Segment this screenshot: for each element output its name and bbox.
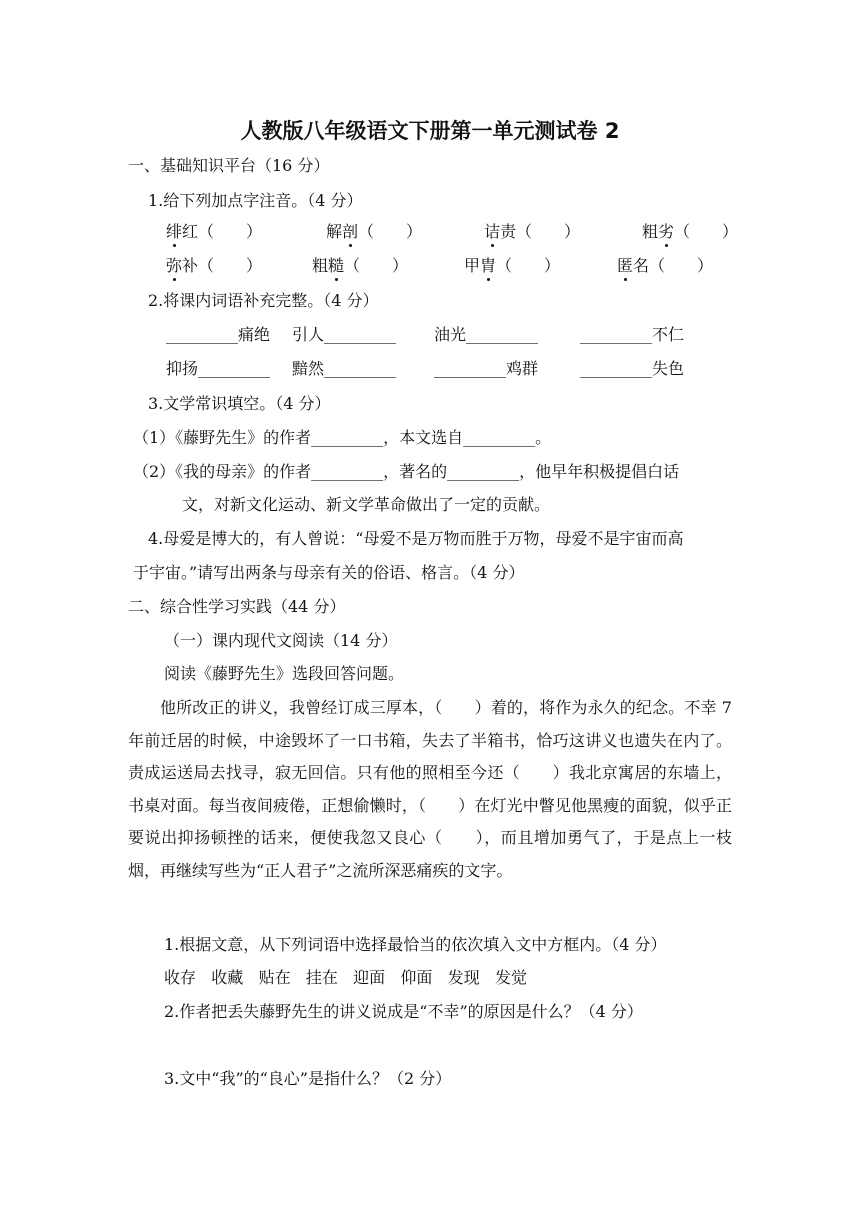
dotted-char: 剖 — [342, 222, 359, 241]
q4-text: 4.母爱是博大的，有人曾说：“母爱不是万物而胜于万物，母爱不是宇宙而高 — [148, 529, 684, 548]
q3-item-1: （1）《藤野先生》的作者_________，本文选自_________。 — [133, 428, 552, 447]
dotted-char: 诘 — [484, 222, 501, 241]
fill-item: _________不仁 — [580, 325, 685, 344]
word-option: 收存 — [164, 968, 197, 987]
q4-text-cont: 于宇宙。”请写出两条与母亲有关的俗语、格言。（4 分） — [133, 563, 525, 582]
subsection-heading: （一）课内现代文阅读（14 分） — [164, 631, 398, 650]
reading-q1: 1.根据文意，从下列词语中选择最恰当的依次填入文中方框内。（4 分） — [164, 935, 667, 954]
pinyin-item: 粗劣（ ） — [642, 222, 739, 241]
pinyin-item: 解剖（ ） — [326, 222, 423, 241]
word-options — [164, 967, 527, 989]
word-option: 贴在 — [258, 968, 291, 987]
reading-instruction: 阅读《藤野先生》选段回答问题。 — [164, 664, 405, 683]
word-option: 发觉 — [494, 968, 527, 987]
q3-label: 3.文学常识填空。（4 分） — [148, 394, 331, 413]
dotted-char: 匿 — [617, 256, 634, 275]
word-option: 收藏 — [211, 968, 244, 987]
word-option: 挂在 — [305, 968, 338, 987]
dotted-char: 劣 — [658, 222, 675, 241]
fill-item: _________鸡群 — [434, 359, 539, 378]
dotted-char: 弥 — [166, 256, 183, 275]
reading-q3: 3.文中“我”的“良心”是指什么？（2 分） — [164, 1069, 452, 1088]
fill-item: _________痛绝 — [166, 325, 271, 344]
reading-passage: 他所改正的讲义，我曾经订成三厚本，（ ）着的，将作为永久的纪念。不幸 7 年前迁居的时候，中途毁坏了一口书箱，失去了半箱书，恰巧这讲义也遗失在内了。责成运送局去找寻，寂无回信。只有他的照相至今还（ ）我北京寓居的东墙上，书桌对面。每当夜间疲倦，正想偷懒时，（ ）在灯光中瞥见他黑瘦的面貌，似乎正要说出抑扬顿挫的话来，便使我忽又良心（ ），而且增加勇气了，于是点上一枝烟，再继续写些为“正人君子”之流所深恶痛疾的文字。 — [128, 698, 732, 880]
pinyin-item: 粗糙（ ） — [312, 256, 409, 275]
q2-label: 2.将课内词语补充完整。（4 分） — [148, 291, 379, 310]
pinyin-item: 弥补（ ） — [166, 256, 263, 275]
page-title: 人教版八年级语文下册第一单元测试卷 2 — [240, 119, 620, 143]
fill-item: 引人_________ — [292, 325, 397, 344]
pinyin-item: 匿名（ ） — [617, 256, 714, 275]
section1-heading: 一、基础知识平台（16 分） — [128, 156, 330, 175]
pinyin-item: 诘责（ ） — [484, 222, 581, 241]
pinyin-item: 甲胄（ ） — [464, 256, 561, 275]
word-option: 迎面 — [353, 968, 386, 987]
fill-item: _________失色 — [580, 359, 685, 378]
word-option: 发现 — [447, 968, 480, 987]
dotted-char: 糙 — [328, 256, 345, 275]
reading-q2: 2.作者把丢失藤野先生的讲义说成是“不幸”的原因是什么？（4 分） — [164, 1002, 643, 1021]
fill-item: 黯然_________ — [292, 359, 397, 378]
word-option: 仰面 — [400, 968, 433, 987]
q3-item-2-cont: 文，对新文化运动、新文学革命做出了一定的贡献。 — [182, 495, 551, 514]
fill-item: 油光_________ — [434, 325, 539, 344]
pinyin-item: 绯红（ ） — [166, 222, 263, 241]
section2-heading: 二、综合性学习实践（44 分） — [128, 597, 346, 616]
q1-label: 1.给下列加点字注音。（4 分） — [148, 191, 363, 210]
dotted-char: 胄 — [480, 256, 497, 275]
dotted-char: 绯 — [166, 222, 183, 241]
q3-item-2: （2）《我的母亲》的作者_________，著名的_________，他早年积极提倡白话 — [133, 462, 680, 481]
fill-item: 抑扬_________ — [166, 359, 271, 378]
